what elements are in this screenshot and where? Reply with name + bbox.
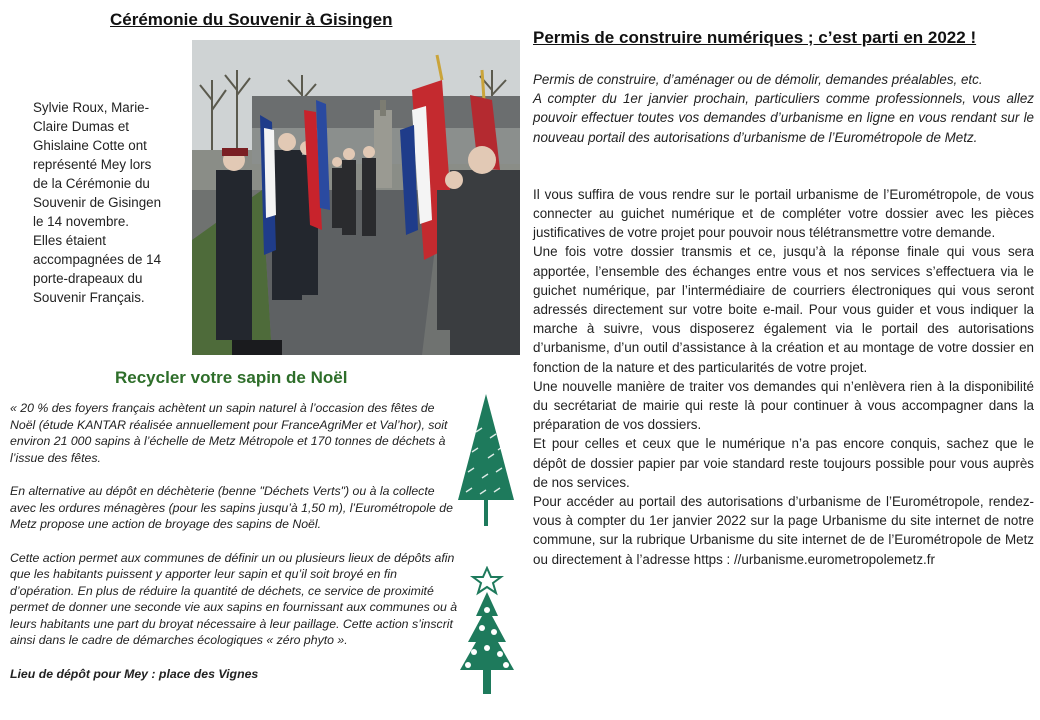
decorated-christmas-tree-icon bbox=[452, 566, 522, 698]
spacer bbox=[533, 147, 1034, 185]
ceremony-photo-illustration bbox=[192, 40, 520, 355]
ceremony-photo bbox=[192, 40, 520, 355]
caption-line: Souvenir de Gisingen bbox=[33, 195, 162, 210]
recycle-paragraph: En alternative au dépôt en déchèterie (benne "Déchets Verts") ou à la collecte avec les ordures ménagères (pour les sapins jusqu’à 1,50 m), l’Eurométropole de Metz propose une action de broyage des sapins de Noël. bbox=[10, 484, 453, 531]
permis-title: Permis de construire numériques ; c’est parti en 2022 ! bbox=[533, 28, 977, 47]
permis-paragraph: Une fois votre dossier transmis et ce, jusqu’à la réponse finale qui vous sera apportée, l’ensemble des échanges entre vous et nos services s’effectuera via le guichet numérique, par l’intermédiaire de courriers électroniques qui vous seront adressés directement sur votre boite e-mail. Pour vous guider et vous indiquer la marche à suivre, vous disposerez également via le portail des autorisations d’urbanisme, d’un outil d’assistance à la création et au montage de votre dossier en fonction de la nature et des particularités de votre projet. bbox=[533, 244, 1034, 375]
permis-intro-line: Permis de construire, d’aménager ou de démolir, demandes préalables, etc. bbox=[533, 72, 983, 87]
caption-line: Sylvie Roux, Marie- bbox=[33, 100, 150, 115]
caption-line: Ghislaine Cotte ont bbox=[33, 138, 147, 153]
caption-line: Souvenir Français. bbox=[33, 290, 145, 305]
recycle-title: Recycler votre sapin de Noël bbox=[115, 368, 348, 387]
permis-paragraph: Et pour celles et ceux que le numérique n’a pas encore conquis, sachez que le dépôt de dossier papier par voie standard reste toujours possible pour vous auprès de nos services. bbox=[533, 436, 1034, 490]
recycle-paragraph: « 20 % des foyers français achètent un sapin naturel à l’occasion des fêtes de Noël (étude KANTAR réalisée annuellement pour FranceAgriMer et Val’hor), soit environ 21 000 sapins à l’échelle de Metz Métropole et 170 tonnes de déchets à l’issue des fêtes. bbox=[10, 401, 448, 465]
ceremony-title: Cérémonie du Souvenir à Gisingen bbox=[110, 10, 393, 29]
permis-intro-paragraph: A compter du 1er janvier prochain, particuliers comme professionnels, vous allez pouvoir effectuer toutes vos demandes d’urbanisme en ligne en vous rendant sur le nouveau portail des autorisations d’urbanisme de l’Eurométropole de Metz. bbox=[533, 91, 1034, 145]
caption-line: le 14 novembre. bbox=[33, 214, 130, 229]
ceremony-caption bbox=[33, 98, 175, 307]
caption-line: représenté Mey lors bbox=[33, 157, 152, 172]
caption-line: Claire Dumas et bbox=[33, 119, 129, 134]
permis-paragraph: Une nouvelle manière de traiter vos demandes qui n’enlèvera rien à la disponibilité du secrétariat de mairie qui reste là pour continuer à vous accompagner dans la préparation de vos dossiers. bbox=[533, 378, 1034, 433]
caption-line: accompagnées de 14 bbox=[33, 252, 162, 267]
caption-line: Elles étaient bbox=[33, 233, 106, 248]
caption-line: de la Cérémonie du bbox=[33, 176, 150, 191]
recycle-paragraph: Cette action permet aux communes de définir un ou plusieurs lieux de dépôts afin que les habitants puissent y apporter leur sapin et qu’il soit broyé en fin d’opération. En plus de réduire la quantité de déchets, ce service de proximité permet de donner une seconde vie aux sapins en fournissant aux communes ou à leurs habitants une part du broyat nécessaire à leur paillage. Cette action s’inscrit ainsi dans le cadre de démarches écologiques « zéro phyto ». bbox=[10, 550, 458, 647]
depot-location: Lieu de dépôt pour Mey : place des Vignes bbox=[10, 666, 259, 681]
simple-fir-tree-icon bbox=[454, 392, 518, 530]
recycle-body bbox=[10, 400, 462, 699]
permis-body bbox=[533, 70, 1034, 569]
permis-paragraph: Pour accéder au portail des autorisations d’urbanisme de l’Eurométropole, rendez-vous à compter du 1er janvier 2022 sur la page Urbanisme du site internet de notre commune, sur la rubrique Urbanisme du site internet de de l’Eurométropole de Metz ou directement à l’adresse https : //urbanisme.eurometropolemetz.fr bbox=[533, 494, 1034, 567]
caption-line: porte-drapeaux du bbox=[33, 271, 143, 286]
permis-paragraph: Il vous suffira de vous rendre sur le portail urbanisme de l’Eurométropole, de vous connecter au guichet numérique et de compléter votre dossier avec les pièces justificatives de votre projet pour pouvoir nous télétransmettre votre demande. bbox=[533, 186, 1034, 241]
